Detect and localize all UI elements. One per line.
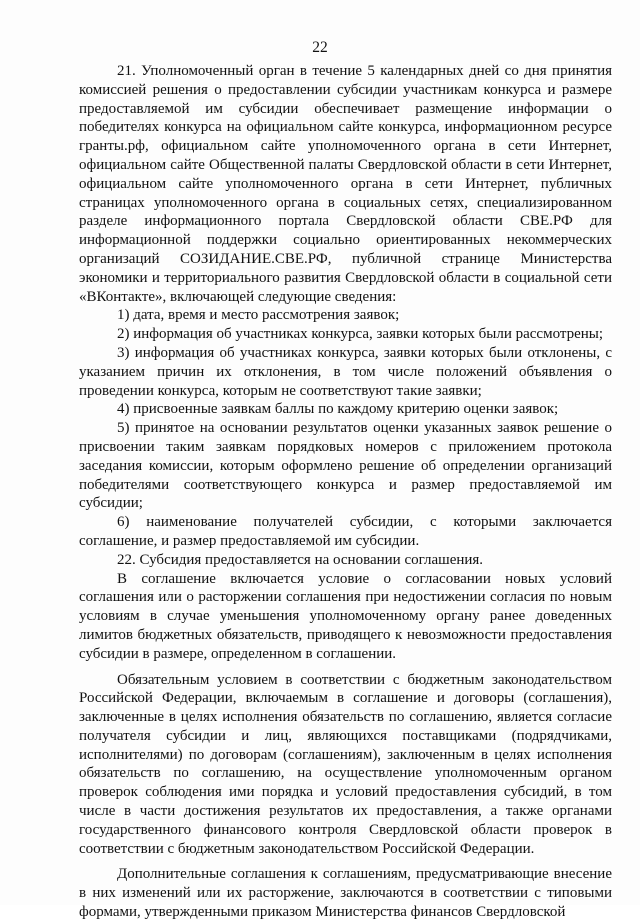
list-item-3: 3) информация об участниках конкурса, заявки которых были отклонены, с указанием причин их отклонения, в том числе положений объявления о проведении конкурса, которым не соответствуют такие заявки; bbox=[79, 344, 612, 399]
list-item-6: 6) наименование получателей субсидии, с которыми заключается соглашение, и размер предоставляемой им субсидии. bbox=[79, 514, 612, 549]
paragraph-21: 21. Уполномоченный орган в течение 5 календарных дней со дня принятия комиссией решения о предоставлении субсидии участникам конкурса и размере предоставляемой им субсидии обеспечивает размещение информации о победителях конкурса на официальном сайте конкурса, информационном ресурсе гранты.рф, официальном сайте уполномоченного органа в сети Интернет, официальном сайте Общественной палаты Свердловской области в сети Интернет, официальном сайте уполномоченного органа в сети Интернет, публичных страницах уполномоченного органа в социальных сетях, специализированном разделе информационного портала Свердловской области СВЕ.РФ для информационной поддержки социально ориентированных некоммерческих организаций СОЗИДАНИЕ.СВЕ.РФ, публичной странице Министерства экономики и территориального развития Свердловской области в социальной сети «ВКонтакте», включающей следующие сведения: bbox=[79, 63, 612, 305]
list-item-1: 1) дата, время и место рассмотрения заявок; bbox=[117, 307, 400, 324]
paragraph-22: 22. Субсидия предоставляется на основании соглашения. bbox=[117, 551, 484, 568]
document-body bbox=[79, 62, 612, 922]
page-number: 22 bbox=[312, 39, 328, 56]
list-item-2: 2) информация об участниках конкурса, заявки которых были рассмотрены; bbox=[117, 326, 604, 343]
list-item-4: 4) присвоенные заявкам баллы по каждому критерию оценки заявок; bbox=[117, 401, 559, 418]
paragraph-agreement-condition: В соглашение включается условие о согласовании новых условий соглашения или о расторжении соглашения при недостижении согласия по новым условиям в случае уменьшения уполномоченному органу ранее доведенных лимитов бюджетных обязательств, приводящего к невозможности предоставления субсидии в размере, определенном в соглашении. bbox=[79, 570, 612, 662]
paragraph-mandatory-condition: Обязательным условием в соответствии с бюджетным законодательством Российской Федерации, включаемым в соглашение и договоры (соглашения), заключенные в целях исполнения обязательств по соглашению, является согласие получателя субсидии и лиц, являющихся поставщиками (подрядчиками, исполнителями) по договорам (соглашениям), заключенным в целях исполнения обязательств по соглашению, на осуществление уполномоченным органом проверок соблюдения ими порядка и условий предоставления субсидий, в том числе в части достижения результатов их предоставления, а также органами государственного финансового контроля Свердловской области проверок в соответствии с бюджетным законодательством Российской Федерации. bbox=[79, 671, 612, 857]
list-item-5: 5) принятое на основании результатов оценки указанных заявок решение о присвоении таким заявкам порядковых номеров с приложением протокола заседания комиссии, которым оформлено решение об определении организаций победителями соответствующего конкурса и размер предоставляемой им субсидии; bbox=[79, 420, 612, 512]
paragraph-additional-agreements: Дополнительные соглашения к соглашениям, предусматривающие внесение в них изменений или их расторжение, заключаются в соответствии с типовыми формами, утвержденными приказом Министерства финансов Свердловской bbox=[79, 866, 612, 921]
